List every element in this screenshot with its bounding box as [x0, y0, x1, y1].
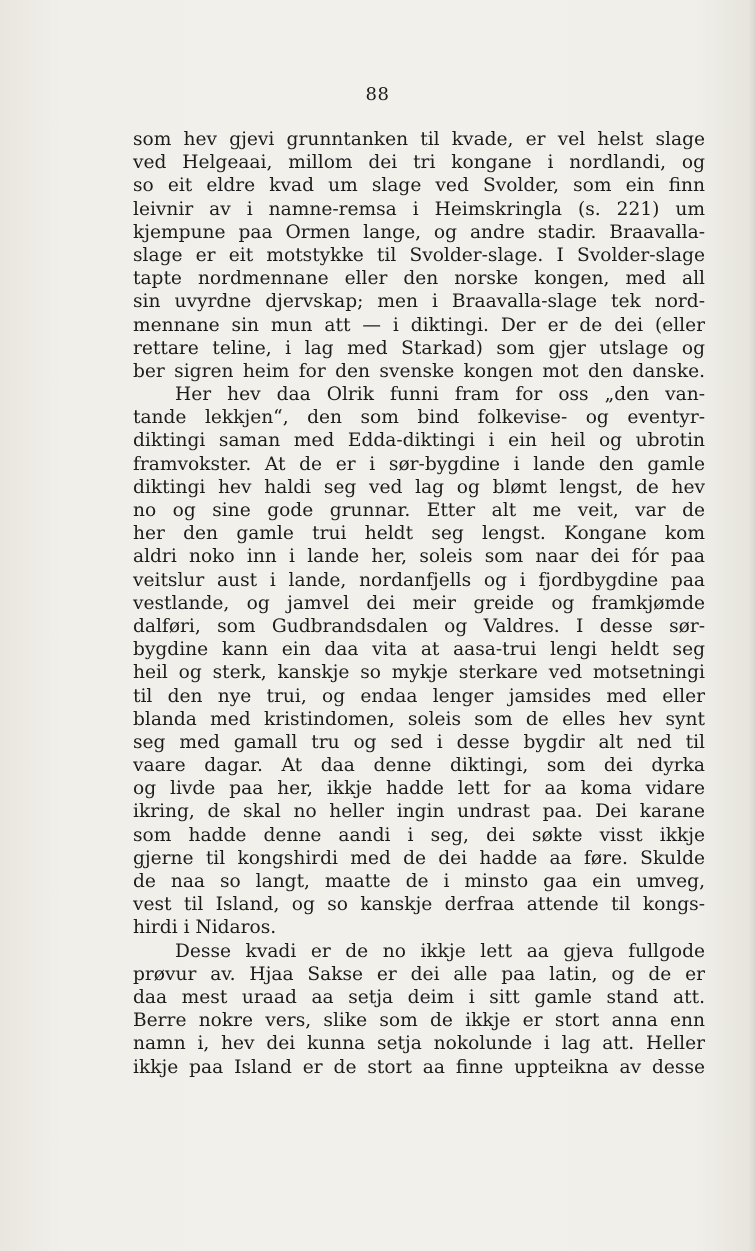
text-line: vaare dagar. At daa denne diktingi, som dei dyrka: [133, 755, 705, 777]
text-line: Berre nokre vers, slike som de ikkje er stort anna enn: [133, 1010, 705, 1032]
text-line: seg med gamall tru og sed i desse bygdir alt ned til: [133, 731, 705, 753]
text-line: tande lekkjen“, den som bind folkevise- og eventyr-: [133, 407, 705, 429]
text-line: gjerne til kongshirdi med de dei hadde aa føre. Skulde: [133, 847, 705, 869]
text-line: diktingi saman med Edda-diktingi i ein heil og ubrotin: [133, 430, 705, 452]
text-line: diktingi hev haldi seg ved lag og blømt lengst, de hev: [133, 476, 705, 498]
text-line: ikkje paa Island er de stort aa finne uppteikna av desse: [133, 1056, 705, 1078]
paragraph-end-line: hirdi i Nidaros.: [133, 917, 277, 939]
text-line: ikring, de skal no heller ingin undrast paa. Dei karane: [133, 801, 705, 823]
text-line: dalføri, som Gudbrandsdalen og Valdres. I desse sør-: [133, 615, 705, 637]
text-line: leivnir av i namne-remsa i Heimskringla (s. 221) um: [133, 198, 705, 220]
text-line: her den gamle trui heldt seg lengst. Kongane kom: [133, 523, 705, 545]
text-line: slage er eit motstykke til Svolder-slage. I Svolder-slage: [133, 244, 705, 266]
text-line: de naa so langt, maatte de i minsto gaa ein umveg,: [133, 871, 705, 892]
text-line: namn i, hev dei kunna setja nokolunde i lag att. Heller: [133, 1033, 705, 1055]
text-line: prøvur av. Hjaa Sakse er dei alle paa latin, og de er: [133, 963, 705, 985]
text-line: vest til Island, og so kanskje derfraa attende til kongs-: [133, 894, 705, 916]
text-line: som hev gjevi grunntanken til kvade, er vel helst slage: [133, 129, 705, 150]
text-line: som hadde denne aandi i seg, dei søkte visst ikkje: [133, 824, 705, 846]
page-number: 88: [365, 84, 390, 105]
paragraph-start-line: Desse kvadi er de no ikkje lett aa gjeva fullgode: [175, 940, 705, 962]
text-line: blanda med kristindomen, soleis som de elles hev synt: [133, 708, 705, 730]
text-line: kjempune paa Ormen lange, og andre stadir. Braavalla-: [133, 221, 705, 243]
paragraph-start-line: Her hev daa Olrik funni fram for oss „den van-: [175, 384, 705, 406]
body-text: [133, 128, 705, 1079]
text-line: heil og sterk, kanskje so mykje sterkare ved motsetningi: [133, 662, 705, 684]
text-line: bygdine kann ein daa vita at aasa-trui lengi heldt seg: [133, 639, 705, 661]
text-line: vestlande, og jamvel dei meir greide og framkjømde: [133, 592, 705, 614]
text-line: mennane sin mun att — i diktingi. Der er de dei (eller: [133, 314, 705, 336]
text-line: no og sine gode grunnar. Etter alt me veit, var de: [133, 500, 705, 521]
text-line: so eit eldre kvad um slage ved Svolder, som ein finn: [133, 175, 705, 197]
text-line: aldri noko inn i lande her, soleis som naar dei fór paa: [133, 546, 705, 568]
text-line: ved Helgeaai, millom dei tri kongane i nordlandi, og: [133, 152, 705, 174]
page-edge-shadow: [749, 0, 755, 1251]
text-line: veitslur aust i lande, nordanfjells og i fjordbygdine paa: [133, 569, 705, 591]
text-line: til den nye trui, og endaa lenger jamsides med eller: [133, 685, 705, 707]
text-line: rettare teline, i lag med Starkad) som gjer utslage og: [133, 337, 705, 359]
text-line: framvokster. At de er i sør-bygdine i lande den gamle: [133, 453, 705, 475]
text-line: og livde paa her, ikkje hadde lett for aa koma vidare: [133, 778, 705, 800]
text-line: daa mest uraad aa setja deim i sitt gamle stand att.: [133, 986, 705, 1008]
text-line: sin uvyrdne djervskap; men i Braavalla-slage tek nord-: [133, 291, 705, 313]
text-line: tapte nordmennane eller den norske kongen, med all: [133, 268, 705, 290]
text-line: ber sigren heim for den svenske kongen mot den danske.: [133, 360, 705, 382]
